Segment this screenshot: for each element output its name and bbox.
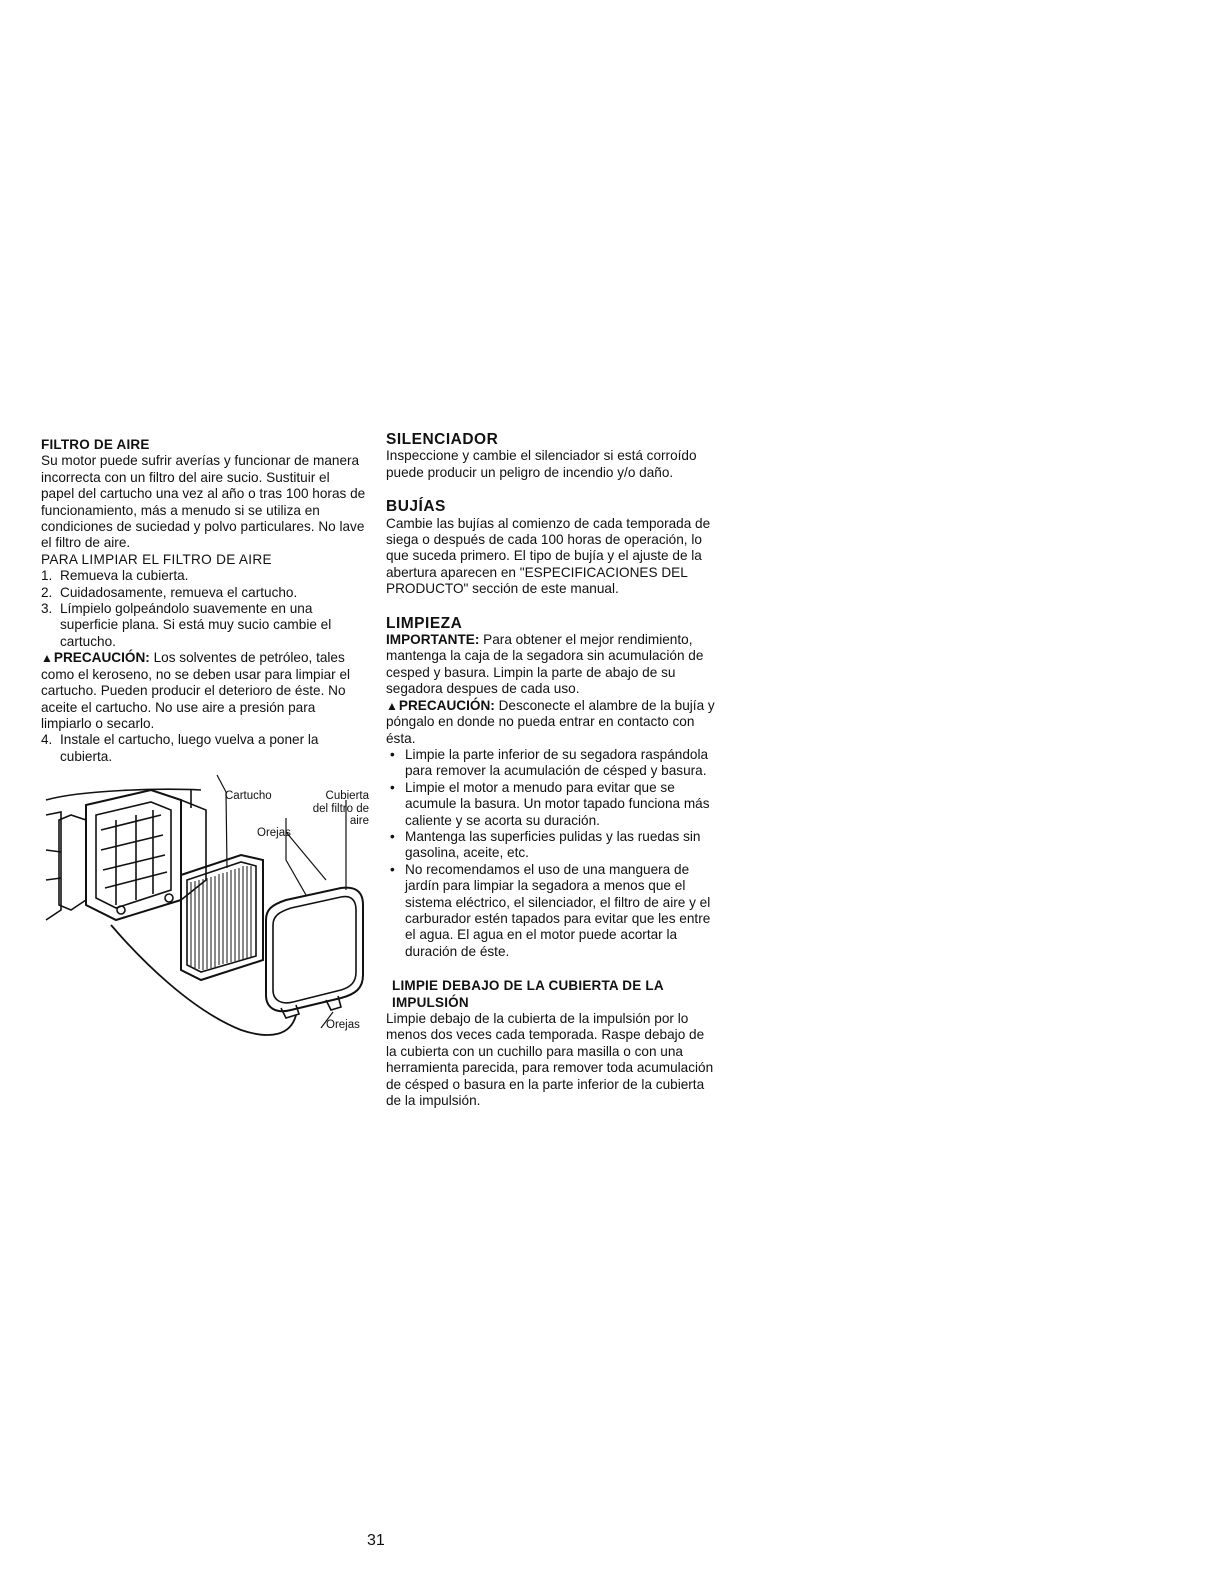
right-column	[386, 432, 716, 1109]
limpieza-bullets	[386, 747, 716, 960]
step-item: 3. Límpielo golpeándolo suavemente en una superficie plana. Si está muy sucio cambie el cartucho.	[41, 601, 332, 649]
step-item: 4. Instale el cartucho, luego vuelva a poner la cubierta.	[41, 732, 319, 764]
list-item: • Limpie el motor a menudo para evitar que se acumule la basura. Un motor tapado funciona más caliente y se acorta su duración.	[390, 779, 710, 828]
filtro-intro: Su motor puede sufrir averías y funcionar de manera incorrecta con un filtro del aire sucio. Sustituir el papel del cartucho una vez al año o tras 100 horas de funcionamiento, más a menudo si se utiliza en condiciones de suciedad y polvo particulares. No lave el filtro de aire.	[41, 453, 366, 551]
list-item: • No recomendamos el uso de una manguera de jardín para limpiar la segadora a menos que el sistema eléctrico, el silenciador, el filtro de aire y el carburador estén tapados para evitar que les entre el agua. El agua en el motor puede acortar la duración de éste.	[390, 861, 711, 959]
section-title-limpieza: LIMPIEZA	[386, 614, 463, 632]
filtro-steps	[41, 568, 366, 650]
warning-label: PRECAUCIÓN:	[53, 650, 150, 666]
warning-label: PRECAUCIÓN:	[398, 697, 495, 713]
bullet-icon: •	[390, 746, 395, 762]
warning-triangle-icon: ▲	[41, 651, 53, 666]
limpie-text: Limpie debajo de la cubierta de la impulsión por lo menos dos veces cada temporada. Raspe debajo de la cubierta con un cuchillo para masilla o con una herramienta parecida, para remover toda acumulación de césped o basura en la parte inferior de la cubierta de la impulsión.	[386, 1011, 714, 1109]
limpieza-important	[386, 632, 716, 698]
label-cartucho: Cartucho	[225, 790, 272, 802]
label-orejas-bottom: Orejas	[326, 1019, 360, 1031]
section-title-filtro-de-aire: FILTRO DE AIRE	[41, 437, 150, 452]
important-text: Para obtener el mejor rendimiento, mantenga la caja de la segadora sin acumulación de cesped y basura. Limpin la parte de abajo de su segadora despues de cada uso.	[386, 632, 704, 697]
warning-triangle-icon: ▲	[386, 698, 398, 713]
step-item: 1. Remueva la cubierta.	[41, 568, 189, 584]
bujias-text: Cambie las bujías al comienzo de cada temporada de siega o después de cada 100 horas de operación, lo que suceda primero. El tipo de bujía y el ajuste de la abertura aparecen en "ESPECIFICACIONES DEL PRODUCTO" sección de este manual.	[386, 515, 711, 597]
bullet-icon: •	[390, 861, 395, 877]
step-item: 2. Cuidadosamente, remueva el cartucho.	[41, 584, 298, 600]
list-item: • Mantenga las superficies pulidas y las ruedas sin gasolina, aceite, etc.	[390, 828, 701, 861]
left-column	[41, 437, 366, 765]
filtro-subheading: PARA LIMPIAR EL FILTRO DE AIRE	[41, 551, 272, 567]
section-title-bujias: BUJÍAS	[386, 498, 446, 516]
limpieza-warning	[386, 698, 716, 747]
page-number: 31	[367, 1532, 385, 1549]
warning-text: Desconecte el alambre de la bujía y póngalo en donde no pueda entrar en contacto con ésta.	[386, 697, 715, 746]
air-filter-figure	[41, 760, 371, 1050]
section-title-limpie-debajo: LIMPIE DEBAJO DE LA CUBIERTA DE LA IMPULSIÓN	[392, 978, 664, 1010]
list-item: • Limpie la parte inferior de su segadora raspándola para remover la acumulación de césped y basura.	[390, 746, 709, 779]
section-title-silenciador: SILENCIADOR	[386, 431, 499, 448]
bullet-icon: •	[390, 779, 395, 795]
bullet-icon: •	[390, 828, 395, 844]
silenciador-text: Inspeccione y cambie el silenciador si está corroído puede producir un peligro de incendio y/o daño.	[386, 448, 697, 480]
label-cubierta: Cubierta del filtro de aire	[312, 790, 369, 827]
filtro-warning	[41, 650, 366, 732]
label-orejas-top: Orejas	[257, 827, 291, 839]
important-label: IMPORTANTE:	[386, 632, 480, 648]
warning-text: Los solventes de petróleo, tales como el keroseno, no se deben usar para limpiar el cartucho. Pueden producir el deterioro de éste. No aceite el cartucho. No use aire a presión para limpiarlo o secarlo.	[41, 650, 351, 731]
